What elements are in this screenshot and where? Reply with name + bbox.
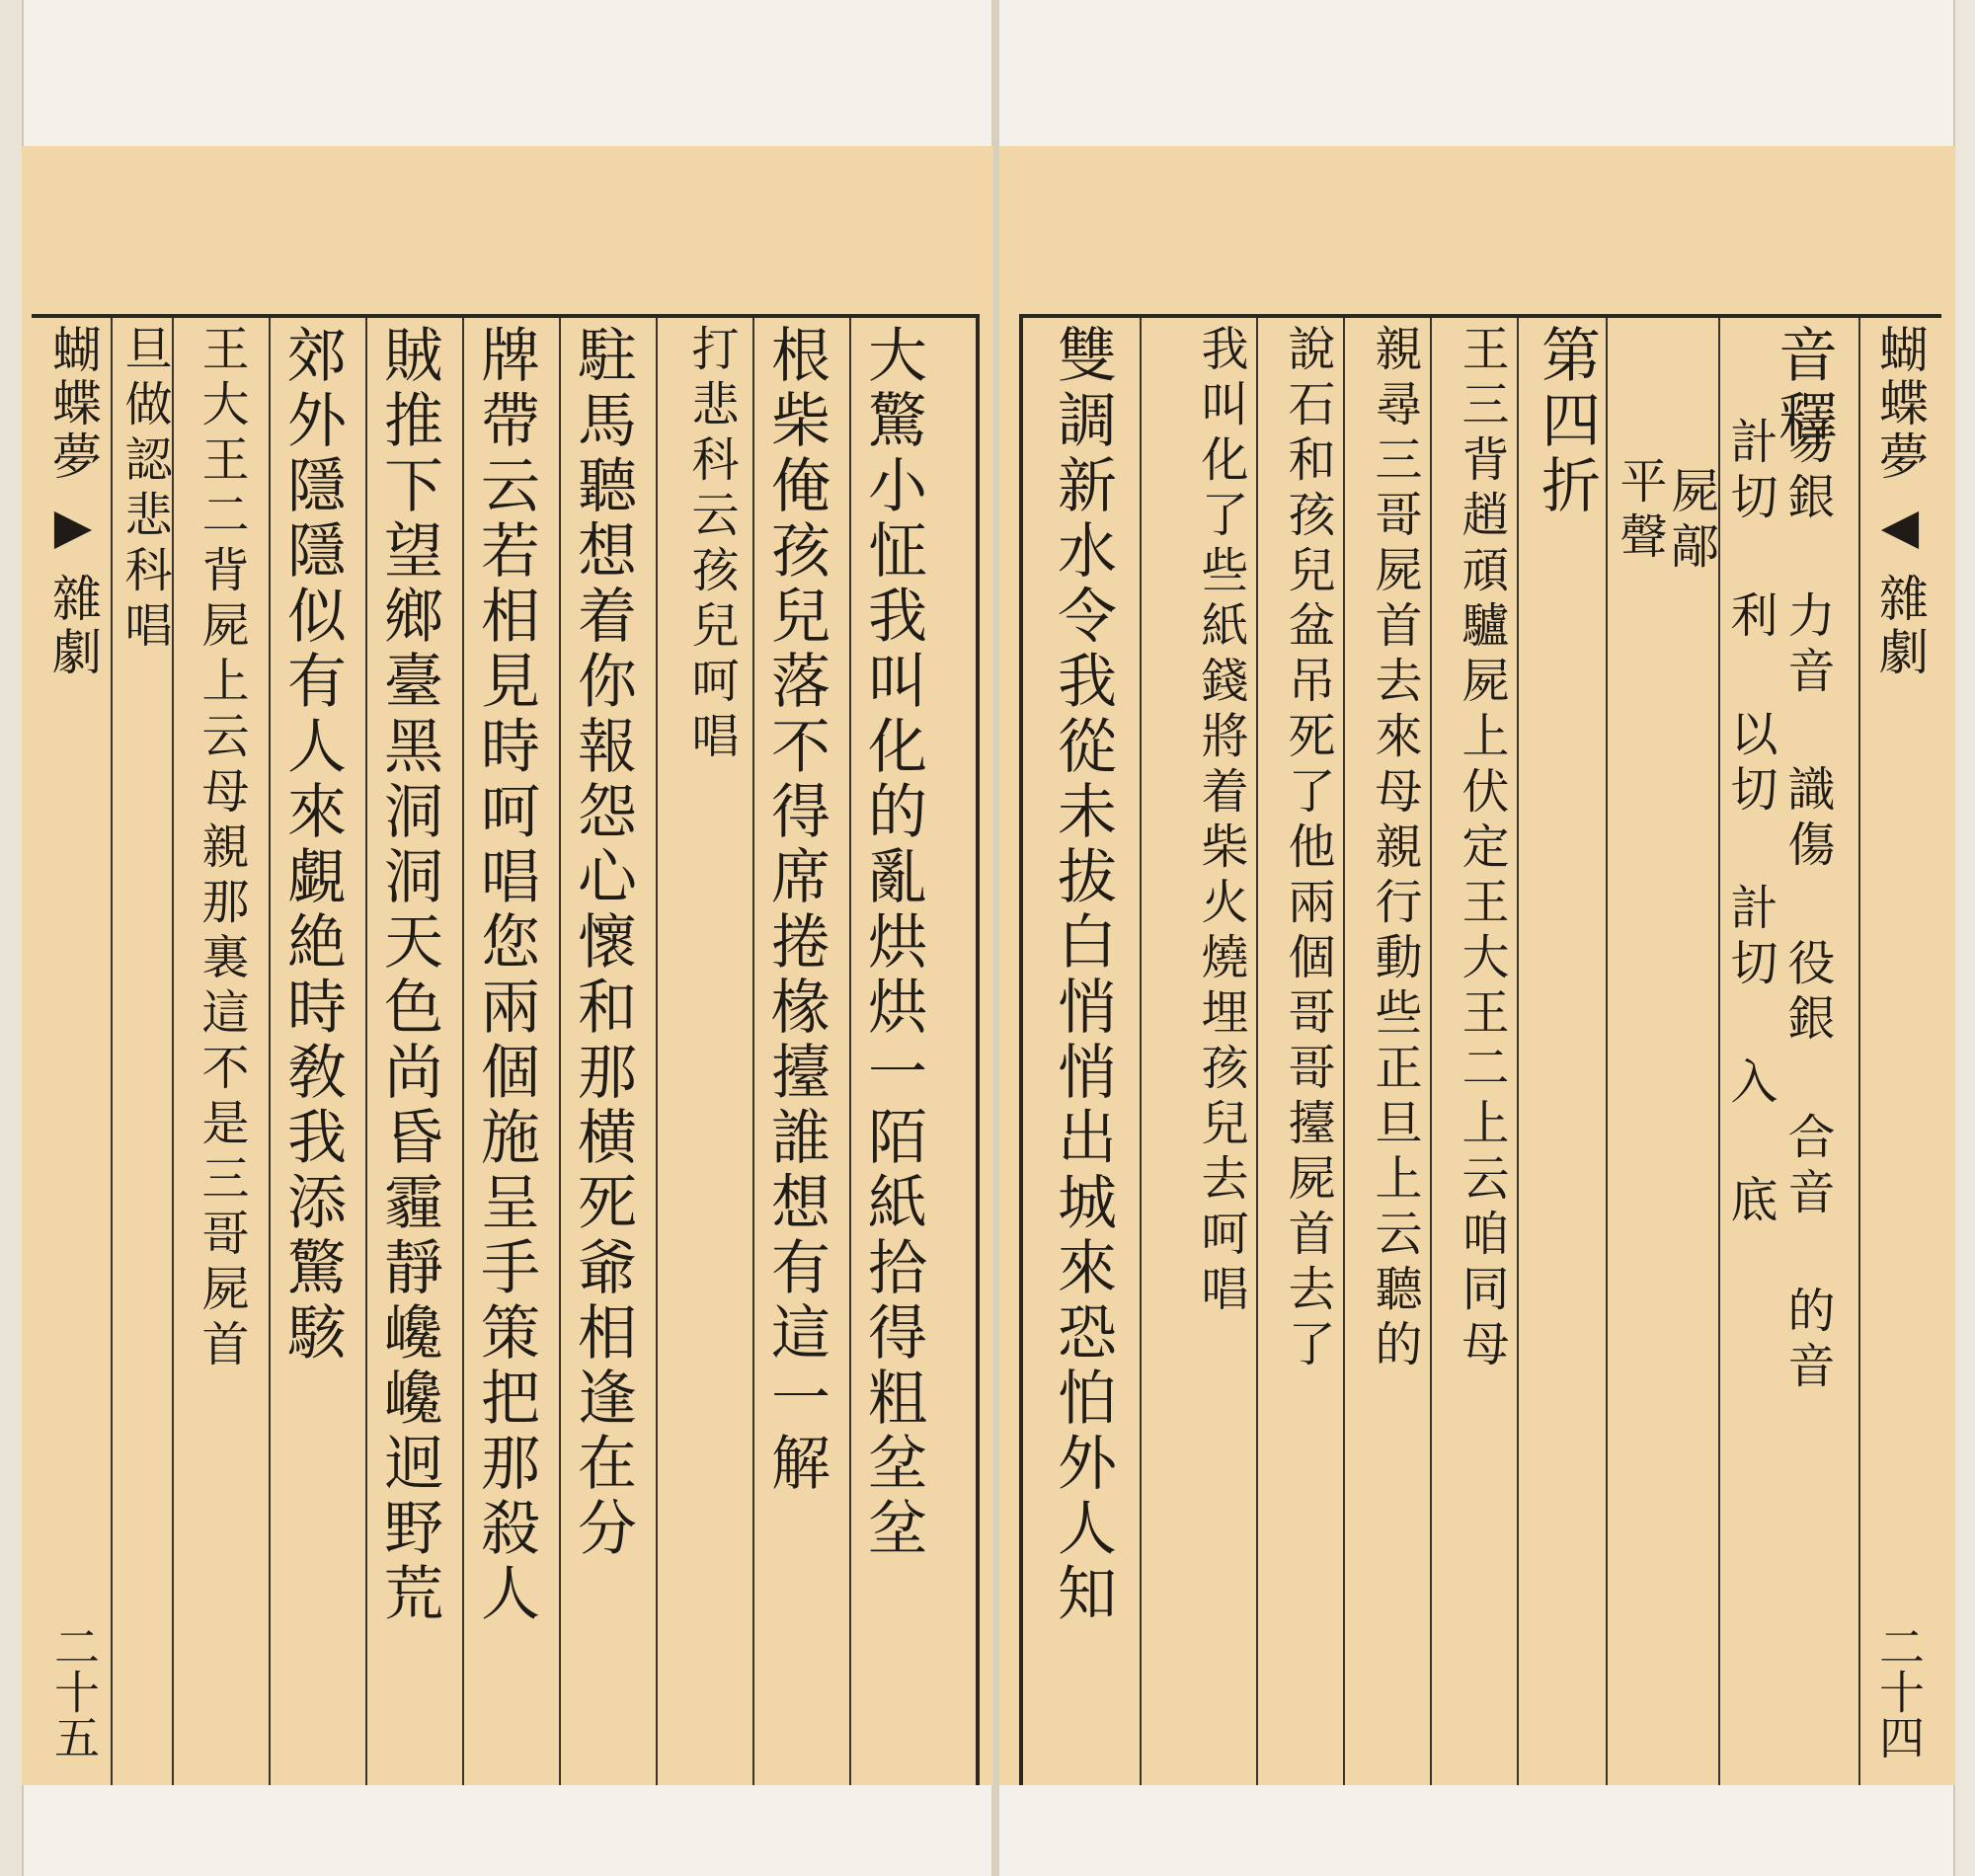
fish-tail-icon: ◀	[1871, 498, 1929, 559]
right-book-edge	[1953, 0, 1975, 1876]
column-rule	[1517, 318, 1519, 1785]
left-banner-title: 蝴蝶夢	[44, 324, 102, 484]
right-banner-title: 蝴蝶夢	[1871, 324, 1929, 484]
column-rule	[172, 318, 174, 1785]
column-rule	[1718, 318, 1720, 1785]
text-column-3: 打悲科云孩兒呵唱	[683, 324, 739, 766]
left-page-number: 二十五	[47, 1623, 101, 1759]
right-text-block	[1019, 314, 1941, 1785]
text-column-7: 郊外隱隱似有人來覷絶時敎我添驚駭	[277, 324, 347, 1367]
column-rule	[1343, 318, 1345, 1785]
column-rule	[1858, 318, 1860, 1785]
column-rule	[1256, 318, 1258, 1785]
left-page	[22, 146, 993, 1785]
column-rule	[849, 318, 851, 1785]
text-column-5: 牌帶云若相見時呵唱您兩個施呈手策把那殺人	[471, 324, 540, 1627]
text-column-5: 平聲	[1612, 456, 1667, 567]
fish-tail-icon: ▶	[44, 498, 102, 559]
text-column-2: 根柴俺孩兒落不得席捲椽擡誰想有這一解	[761, 324, 830, 1497]
text-column-4: 駐馬聽想着你報怨心懷和那横死爺相逢在分	[568, 324, 637, 1562]
text-column-8: 親尋三哥屍首去來母親行動些正旦上云聽的	[1367, 324, 1422, 1374]
column-rule	[1430, 318, 1432, 1785]
left-book-edge	[0, 0, 24, 1876]
right-page	[999, 146, 1955, 1785]
column-rule	[752, 318, 754, 1785]
left-text-block	[32, 314, 980, 1785]
column-rule	[656, 318, 658, 1785]
right-page-number: 二十四	[1872, 1623, 1926, 1759]
column-rule	[111, 318, 113, 1785]
text-column-8: 王大王二背屍上云母親那裏這不是三哥屍首	[194, 324, 249, 1374]
right-banner	[1864, 324, 1936, 1775]
column-rule	[559, 318, 561, 1785]
text-column-2: 易銀 力音 識傷 役銀 合音 的音	[1779, 417, 1835, 1396]
text-column-9: 旦做認悲科唱	[117, 324, 172, 656]
text-column-4: 屍鄗	[1663, 466, 1718, 577]
column-rule	[365, 318, 367, 1785]
column-rule	[269, 318, 271, 1785]
text-column-1: 音釋	[1769, 324, 1838, 454]
text-column-9: 說石和孩兒盆吊死了他兩個哥哥擡屍首去了	[1280, 324, 1335, 1374]
text-column-7: 王三背趙頑驢屍上伏定王大王二上云咱同母	[1454, 324, 1509, 1374]
text-column-6: 賊推下望鄉臺黑洞洞天色尚昏霾靜巉巉迥野荒	[374, 324, 443, 1627]
column-rule	[462, 318, 464, 1785]
right-banner-label: 雜劇	[1871, 573, 1929, 679]
text-column-3: 計切 利 以切 計切 入 底	[1722, 417, 1778, 1230]
column-rule	[1606, 318, 1608, 1785]
left-banner	[38, 324, 109, 1775]
column-rule	[1140, 318, 1142, 1785]
text-column-6: 第四折	[1532, 324, 1601, 519]
text-column-10: 我叫化了些紙錢將着柴火燒埋孩兒去呵唱	[1193, 324, 1248, 1319]
left-banner-label: 雜劇	[44, 573, 102, 679]
text-column-1: 大驚小怔我叫化的亂烘烘一陌紙拾得粗坌坌	[858, 324, 927, 1562]
text-column-11: 雙調新水令我從未拔白悄悄出城來恐怕外人知	[1048, 324, 1117, 1627]
